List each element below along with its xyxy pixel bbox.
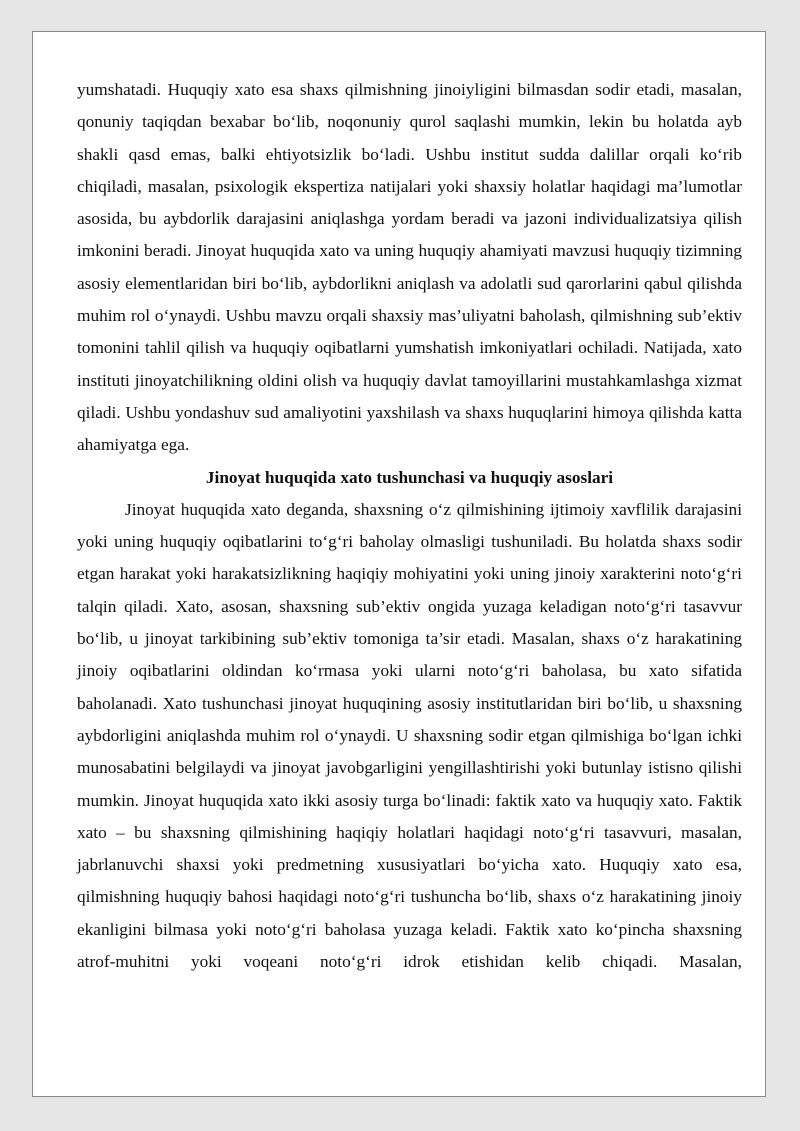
paragraph-section-intro: Jinoyat huquqida xato deganda, shaxsning o‘z qilmishining ijtimoiy xavflilik darajasini yoki uning huquqiy oqibatlarini to‘g‘ri baholay olmasligi tushuniladi. Bu holatda shaxs sodir etgan harakat yoki harakatsizlikning haqiqiy mohiyatini yoki uning jinoiy xarakterini noto‘g‘ri talqin qiladi. Xato, asosan, shaxsning sub’ektiv ongida yuzaga keladigan noto‘g‘ri tasavvur bo‘lib, u jinoyat tarkibining sub’ektiv tomoniga ta’sir etadi. Masalan, shaxs o‘z harakatining jinoiy oqibatlarini oldindan ko‘rmasa yoki ularni noto‘g‘ri baholasa, bu xato sifatida baholanadi. Xato tushunchasi jinoyat huquqining asosiy institutlaridan biri bo‘lib, u shaxsning aybdorligini aniqlashda muhim rol o‘ynaydi. U shaxsning sodir etgan qilmishiga bo‘lgan ichki munosabatini belgilaydi va jinoyat javobgarligini yengillashtirishi yoki butunlay istisno qilishi mumkin. Jinoyat huquqida xato ikki asosiy turga bo‘linadi: faktik xato va huquqiy xato. Faktik xato – bu shaxsning qilmishining haqiqiy holatlari haqidagi noto‘g‘ri tasavvuri, masalan, jabrlanuvchi shaxsi yoki predmetning xususiyatlari bo‘yicha xato. Huquqiy xato esa, qilmishning huquqiy bahosi haqidagi noto‘g‘ri tushuncha bo‘lib, shaxs o‘z harakatining jinoiy ekanligini bilmasa yoki noto‘g‘ri baholasa yuzaga keladi. Faktik xato ko‘pincha shaxsning atrof-muhitni yoki voqeani noto‘g‘ri idrok etishidan kelib chiqadi. Masalan,	[77, 499, 742, 972]
paragraph-continuation: yumshatadi. Huquqiy xato esa shaxs qilmishning jinoiyligini bilmasdan sodir etadi, masalan, qonuniy taqiqdan bexabar bo‘lib, noqonuniy qurol saqlashi mumkin, lekin bu holatda ayb shakli qasd emas, balki ehtiyotsizlik bo‘ladi. Ushbu institut sudda dalillar orqali ko‘rib chiqiladi, masalan, psixologik ekspertiza natijalari yoki shaxsiy holatlar haqidagi ma’lumotlar asosida, bu aybdorlik darajasini aniqlashga yordam beradi va jazoni individualizatsiya qilish imkonini beradi. Jinoyat huquqida xato va uning huquqiy ahamiyati mavzusi huquqiy tizimning asosiy elementlaridan biri bo‘lib, aybdorlikni aniqlash va adolatli sud qarorlarini qabul qilishda muhim rol o‘ynaydi. Ushbu mavzu orqali shaxsiy mas’uliyatni baholash, qilmishning sub’ektiv tomonini tahlil qilish va huquqiy oqibatlarni yumshatish imkoniyatlari ochiladi. Natijada, xato instituti jinoyatchilikning oldini olish va huquqiy davlat tamoyillarini mustahkamlashga xizmat qiladi. Ushbu yondashuv sud amaliyotini yaxshilash va shaxs huquqlarini himoya qilishda katta ahamiyatga ega.	[77, 80, 742, 455]
page-body	[77, 74, 742, 978]
document-page	[32, 31, 766, 1097]
section-heading: Jinoyat huquqida xato tushunchasi va huquqiy asoslari	[205, 467, 614, 487]
